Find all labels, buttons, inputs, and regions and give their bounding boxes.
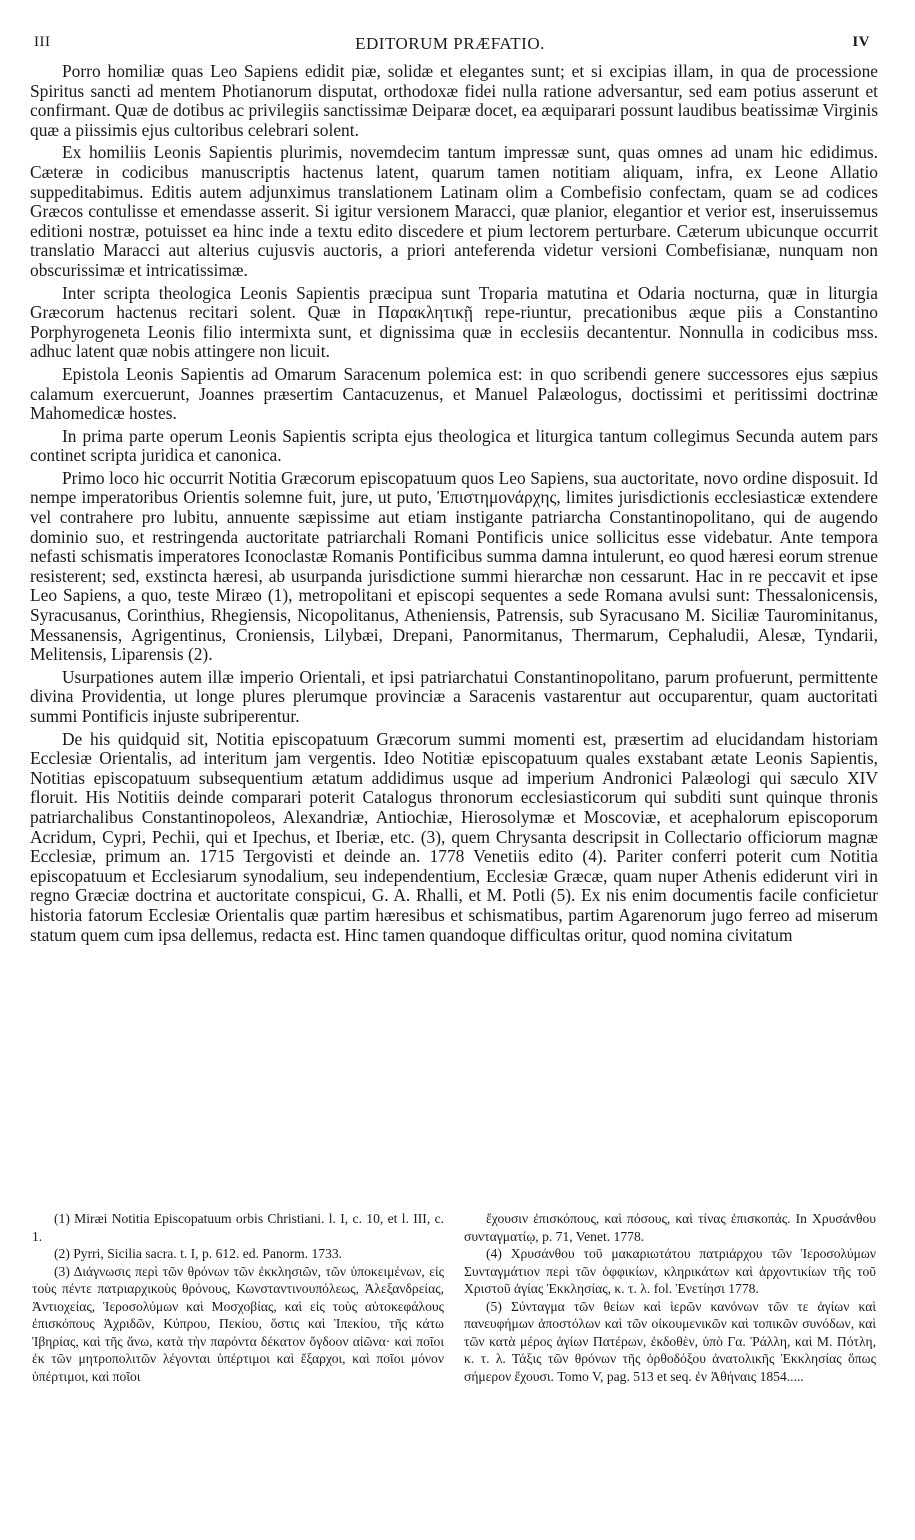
- footnote: (4) Χρυσάνθου τοῦ μακαριωτάτου πατριάρχου τῶν Ἱεροσολύμων Συνταγμάτιον περὶ τῶν ὀφφικίων, κληρικάτων καὶ ἀρχοντικίων τῆς τοῦ Χριστοῦ ἁγίας Ἐκκλησίας, κ. τ. λ. fol. Ἐνετίησι 1778.: [464, 1246, 876, 1296]
- footnotes-right-column: [464, 1210, 876, 1385]
- footnote: (1) Miræi Notitia Episcopatuum orbis Christiani. l. I, c. 10, et l. III, c. 1.: [32, 1211, 444, 1244]
- footnote: (3) Διάγνωσις περὶ τῶν θρόνων τῶν ἐκκλησιῶν, τῶν ὑποκειμένων, εἰς τοὺς πέντε πατριαρχικοὺς θρόνους, Κωνσταντινουπόλεως, Ἀλεξανδρείας, Ἀντιοχείας, Ἱεροσολύμων καὶ Μοσχοβίας, καὶ εἰς τοὺς αὐτοκεφάλους ἐπισκόπους Ἀχριδῶν, Κύπρου, Πεκίου, ὅστις καὶ Ἰπεκίου, τῆς κάτω Ἰβηρίας, καὶ τῆς ἄνω, κατὰ τὴν παρόντα δέκατον ὄγδοον αἰῶνα· καὶ ποῖοι ἐκ τῶν μητροπολιτῶν λέγονται ὑπέρτιμοι καὶ ἔξαρχοι, καὶ ποῖοι μόνον ὑπέρτιμοι, καὶ ποῖοι: [32, 1263, 444, 1384]
- page-number-left: III: [34, 34, 51, 50]
- footnotes: [32, 1210, 878, 1460]
- paragraph: Inter scripta theologica Leonis Sapientis præcipua sunt Troparia matutina et Odaria nocturna, quæ in liturgia Græcorum hactenus recitari solent. Quæ in Παρακλητικῇ repe-riuntur, precationibus æque piis a Constantino Porphyrogeneta Leonis filio intermixta sunt, et dignissima quæ in ecclesiis decantentur. Nonnulla in codicibus mss. adhuc latent quæ nobis attingere non licuit.: [30, 282, 878, 362]
- paragraph: Usurpationes autem illæ imperio Orientali, et ipsi patriarchatui Constantinopolitano, parum profuerunt, permittente divina Providentia, ut longe plures plerumque provinciæ a Saracenis vastarentur aut occuparentur, quam auctoritati summi Pontificis injuste subriperentur.: [30, 666, 878, 726]
- paragraph: De his quidquid sit, Notitia episcopatuum Græcorum summi momenti est, præsertim ad elucidandam historiam Ecclesiæ Orientalis, ad interitum jam vergentis. Ideo Notitiæ episcopatuum quales exstabant ætate Leonis Sapientis, Notitias episcopatuum subsequentium ætatum addidimus usque ad imperium Andronici Palæologi qui sæculo XIV floruit. His Notitiis deinde comparari poterit Catalogus thronorum ecclesiasticorum qui subditi sunt quinque thronis patriarchalibus Constantinopoleos, Alexandriæ, Antiochiæ, Hierosolymæ et Moscoviæ, et acephalorum episcoporum Acridum, Cypri, Pechii, qui et Ipechus, et Iberiæ, etc. (3), quem Chrysanta descripsit in Collectario officiorum magnæ Ecclesiæ, primum an. 1715 Tergovisti et deinde an. 1778 Venetiis edito (4). Pariter conferri poterit cum Notitia episcopatuum et Ecclesiarum synodalium, seu independentium, Ecclesiæ Græcæ, quam nuper Athenis ediderunt viri in regno Græciæ doctrina et auctoritate conspicui, G. A. Rhalli, et M. Potli (5). Ex nis enim documentis facile conficietur historia fatorum Ecclesiæ Orientalis quæ partim hæresibus et schismatibus, partim Agarenorum jugo ferreo ad miserum statum quem cum ipsa dellemus, redacta est. Hinc tamen quandoque difficultas oritur, quod nomina civitatum: [30, 728, 878, 945]
- running-head: [30, 34, 870, 56]
- paragraph: Porro homiliæ quas Leo Sapiens edidit piæ, solidæ et elegantes sunt; et si excipias illam, in qua de processione Spiritus sancti ad mentem Photianorum disputat, orthodoxæ fidei nulla ratione adversantur, sed eam potius asserunt et confirmant. Quæ de dotibus ac privilegiis sanctissimæ Deiparæ docet, ea æquiparari possunt laudibus beatissimæ Virginis quæ a piissimis ejus cultoribus celebrari solent.: [30, 61, 878, 140]
- footnotes-left-column: [32, 1210, 444, 1385]
- main-text: [30, 62, 878, 945]
- paragraph: Ex homiliis Leonis Sapientis plurimis, novemdecim tantum impressæ sunt, quas omnes ad unam hic edidimus. Cæteræ in codicibus manuscriptis hactenus latent, quarum tamen notitiam aliquam, infra, ex Leone Allatio suppeditabimus. Editis autem adjunximus translationem Latinam olim a Combefisio confectam, quam se ad codices Græcos contulisse et emendasse asserit. Si igitur versionem Maracci, quæ planior, elegantior et verior est, inseruissemus editioni nostræ, potuisset ea hinc inde a textu edito discedere et pium lectorem perturbare. Cæterum ubicunque occurrit translatio Maracci aut alterius cujusvis auctoris, a priori anteferenda videtur versioni Combefisianæ, nunquam non obscurissimæ et intricatissimæ.: [30, 142, 878, 280]
- page-title: EDITORUM PRÆFATIO.: [355, 34, 545, 53]
- footnote: ἔχουσιν ἐπισκόπους, καὶ πόσους, καὶ τίνας ἐπισκοπάς. In Χρυσάνθου συνταγματίῳ, p. 71, Venet. 1778.: [464, 1211, 876, 1244]
- paragraph: Primo loco hic occurrit Notitia Græcorum episcopatuum quos Leo Sapiens, sua auctoritate, novo ordine disposuit. Id nempe imperatoribus Orientis solemne fuit, jure, ut puto, Ἐπιστημονάρχης, limites jurisdictionis ecclesiasticæ extendere vel contrahere pro lubitu, annuente sæpissime aut etiam instigante patriarcha Constantinopolitano, qui de augendo dominio suo, et restringenda auctoritate patriarchali Romani Pontificis unice sollicitus esse videbatur. Ante tempora nefasti schismatis imperatores Iconoclastæ Romanis Pontificibus summa damna intulerunt, eo quod hæresi eorum strenue resisterent; sed, exstincta hæresi, ab usurpanda jurisdictione summi hierarchæ non cessarunt. Hac in re peccavit et ipse Leo Sapiens, a quo, teste Miræo (1), metropolitani et episcopi sequentes a sede Romana avulsi sunt: Thessalonicensis, Syracusanus, Corinthius, Rhegiensis, Nicopolitanus, Atheniensis, Patrensis, sub Syracusano M. Siciliæ Taurominitanus, Messanensis, Agrigentinus, Croniensis, Lilybæi, Drepani, Panormitanus, Thermarum, Cephaludii, Alesæ, Tyndarii, Melitensis, Liparensis (2).: [30, 467, 878, 665]
- footnote: (2) Pyrri, Sicilia sacra. t. I, p. 612. ed. Panorm. 1733.: [54, 1246, 343, 1261]
- footnote: (5) Σύνταγμα τῶν θείων καὶ ἱερῶν κανόνων τῶν τε ἁγίων καὶ πανευφήμων ἀποστόλων καὶ τῶν οἰκουμενικῶν καὶ τοπικῶν συνόδων, καὶ τῶν κατὰ μέρος ἁγίων Πατέρων, ἐκδοθὲν, ὑπὸ Γα. Ῥάλλη, καὶ Μ. Πότλη, κ. τ. λ. Τάξις τῶν θρόνων τῆς ὀρθοδόξου ἀνατολικῆς Ἐκκλησίας ὅπως σήμερον ἔχουσι. Tomo V, pag. 513 et seq. ἐν Ἀθήναις 1854.....: [464, 1298, 876, 1384]
- page-number-right: IV: [852, 34, 870, 50]
- paragraph: In prima parte operum Leonis Sapientis scripta ejus theologica et liturgica tantum collegimus Secunda autem pars continet scripta juridica et canonica.: [30, 425, 878, 466]
- paragraph: Epistola Leonis Sapientis ad Omarum Saracenum polemica est: in quo scribendi genere successores ejus sæpius calamum exercuerunt, Joannes præsertim Cantacuzenus, et Manuel Palæologus, doctissimi et peritissimi doctrinæ Mahomedicæ hostes.: [30, 363, 878, 424]
